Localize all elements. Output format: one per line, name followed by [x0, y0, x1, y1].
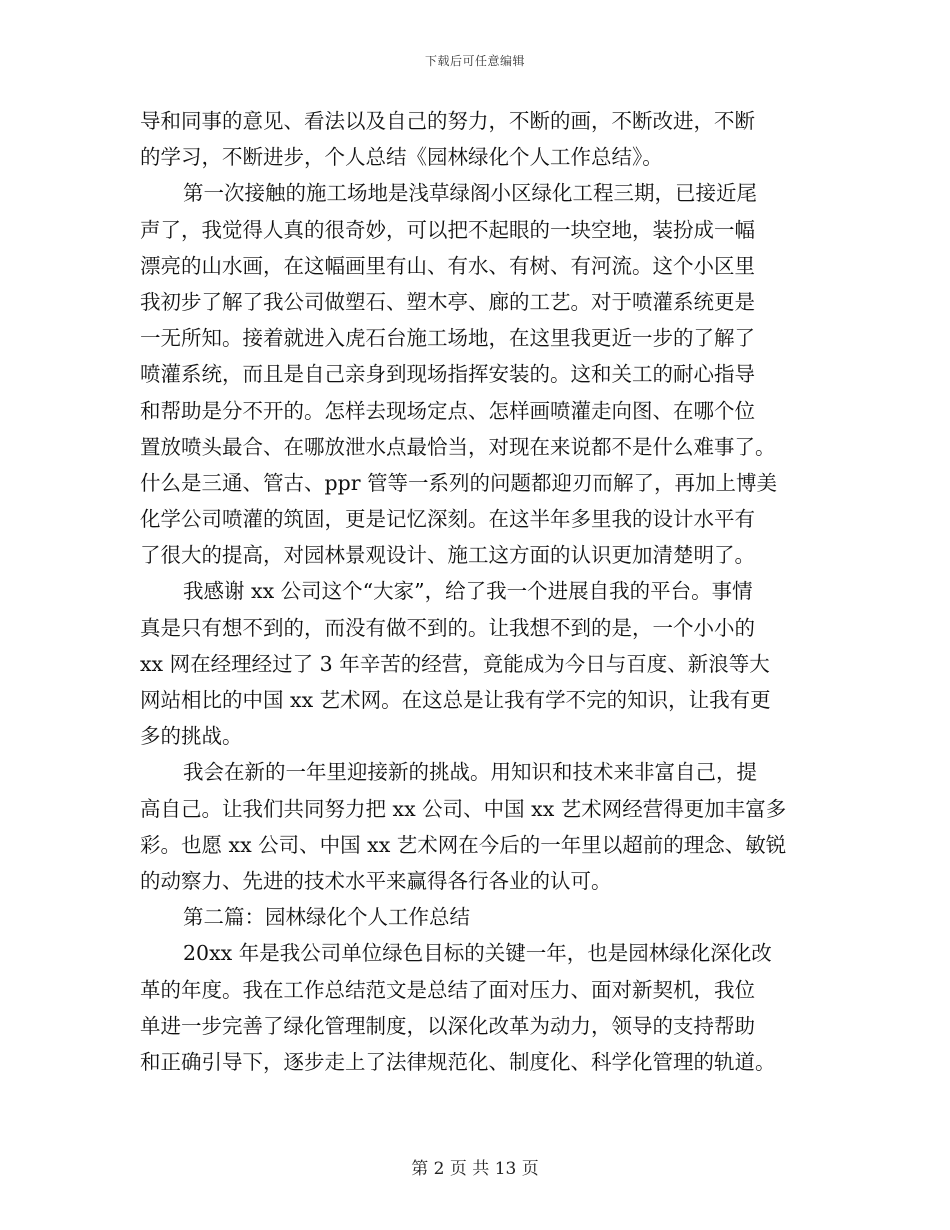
text-line: 真是只有想不到的，而没有做不到的。让我想不到的是，一个小小的 [140, 615, 755, 640]
text-line: 彩。也愿 xx 公司、中国 xx 艺术网在今后的一年里以超前的理念、敏锐 [140, 832, 787, 857]
text-line: 和帮助是分不开的。怎样去现场定点、怎样画喷灌走向图、在哪个位 [140, 398, 755, 423]
text-line: 我初步了解了我公司做塑石、塑木亭、廊的工艺。对于喷灌系统更是 [140, 289, 755, 314]
text-line: 什么是三通、管古、ppr 管等一系列的问题都迎刃而解了，再加上博美 [140, 470, 778, 495]
text-line: 第二篇：园林绿化个人工作总结 [183, 905, 470, 930]
text-line: xx 网在经理经过了 3 年辛苦的经营，竟能成为今日与百度、新浪等大 [140, 651, 770, 676]
text-line: 第一次接触的施工场地是浅草绿阁小区绿化工程三期，已接近尾 [183, 181, 757, 206]
text-line: 的动察力、先进的技术水平来赢得各行各业的认可。 [140, 868, 612, 893]
text-line: 置放喷头最合、在哪放泄水点最恰当，对现在来说都不是什么难事了。 [140, 434, 776, 459]
text-line: 了很大的提高，对园林景观设计、施工这方面的认识更加清楚明了。 [140, 543, 755, 568]
text-line: 的学习，不断进步，个人总结《园林绿化个人工作总结》。 [140, 145, 663, 170]
text-line: 革的年度。我在工作总结范文是总结了面对压力、面对新契机，我位 [140, 977, 755, 1002]
text-line: 高自己。让我们共同努力把 xx 公司、中国 xx 艺术网经营得更加丰富多 [140, 796, 787, 821]
text-line: 多的挑战。 [140, 724, 243, 749]
page-header: 下载后可任意编辑 [424, 54, 525, 68]
text-line: 一无所知。接着就进入虎石台施工场地，在这里我更近一步的了解了 [140, 326, 755, 351]
text-line: 喷灌系统，而且是自己亲身到现场指挥安装的。这和关工的耐心指导 [140, 362, 755, 387]
text-line: 漂亮的山水画，在这幅画里有山、有水、有树、有河流。这个小区里 [140, 253, 755, 278]
text-line: 导和同事的意见、看法以及自己的努力，不断的画，不断改进，不断 [140, 109, 755, 133]
document-body [140, 103, 820, 1080]
text-line: 和正确引导下，逐步走上了法律规范化、制度化、科学化管理的轨道。 [140, 1049, 776, 1074]
text-line: 单进一步完善了绿化管理制度，以深化改革为动力，领导的支持帮助 [140, 1013, 755, 1038]
text-line: 化学公司喷灌的筑固，更是记忆深刻。在这半年多里我的设计水平有 [140, 507, 755, 532]
text-line: 声了，我觉得人真的很奇妙，可以把不起眼的一块空地，装扮成一幅 [140, 217, 755, 242]
text-line: 网站相比的中国 xx 艺术网。在这总是让我有学不完的知识，让我有更 [140, 688, 771, 712]
text-line: 我感谢 xx 公司这个“大家”，给了我一个进展自我的平台。事情 [183, 579, 753, 604]
text-line: 我会在新的一年里迎接新的挑战。用知识和技术来非富自己，提 [183, 760, 757, 785]
page-number: 第 2 页 共 13 页 [411, 1159, 539, 1179]
text-line: 20xx 年是我公司单位绿色目标的关键一年，也是园林绿化深化改 [183, 941, 772, 966]
